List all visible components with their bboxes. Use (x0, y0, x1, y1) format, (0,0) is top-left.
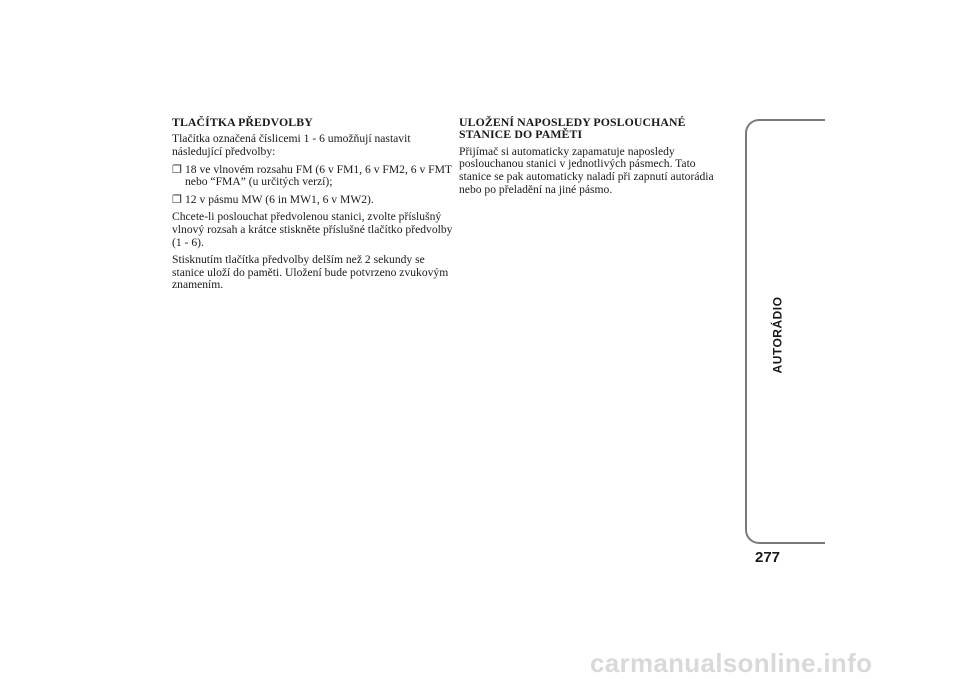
last-station-paragraph: Přijímač si automaticky zapamatuje naposledy poslouchanou stanici v jednotlivých pásmech. Tato stanice se pak automaticky naladí při zapnutí autorádia nebo po přeladění na jiné pásmo. (459, 144, 714, 196)
watermark: carmanualsonline.info (590, 648, 873, 678)
bullet-text-fm: 18 ve vlnovém rozsahu FM (6 v FM1, 6 v FM2, 6 v FMT nebo “FMA” (u určitých verzí); (185, 162, 452, 189)
checkbox-bullet-icon: ❐ (172, 193, 182, 206)
bullet-text-mw: 12 v pásmu MW (6 in MW1, 6 v MW2). (185, 192, 374, 206)
presets-paragraph-listen: Chcete-li poslouchat předvolenou stanici, zvolte příslušný vlnový rozsah a krátce stiskněte příslušné tlačítko předvolby (1 - 6). (172, 210, 453, 249)
presets-intro: Tlačítka označená číslicemi 1 - 6 umožňují nastavit následující předvolby: (172, 132, 411, 158)
section-tab-label (770, 295, 784, 375)
list-item (172, 164, 454, 189)
right-column (459, 116, 721, 201)
page-number: 277 (755, 549, 781, 566)
list-item (172, 194, 454, 207)
section-tab-frame (745, 119, 825, 544)
presets-heading: TLAČÍTKA PŘEDVOLBY (172, 115, 313, 129)
checkbox-bullet-icon: ❐ (172, 163, 182, 176)
section-label-text: AUTORÁDIO (770, 296, 785, 374)
left-column (172, 116, 454, 297)
presets-paragraph-store: Stisknutím tlačítka předvolby delším než 2 sekundy se stanice uloží do paměti. Uložení bude potvrzeno zvukovým znamením. (172, 253, 449, 292)
last-station-heading: ULOŽENÍ NAPOSLEDY POSLOUCHANÉ STANICE DO PAMĚTI (459, 115, 686, 142)
